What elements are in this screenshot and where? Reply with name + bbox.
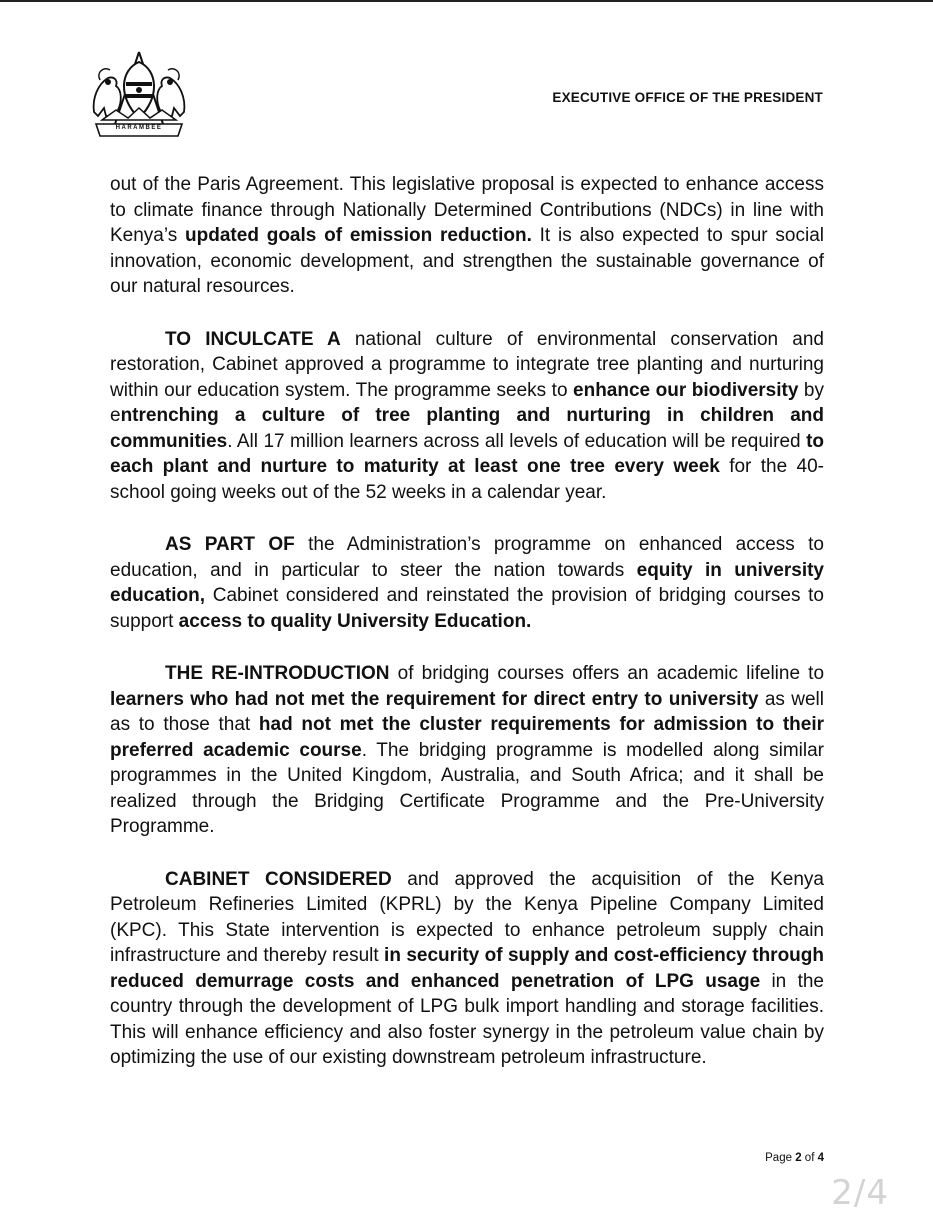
bold-text: access to quality University Education. (178, 610, 532, 632)
text-run: as well as to those that (110, 688, 824, 735)
bold-text: enhance our biodiversity (573, 379, 799, 401)
bold-text: in security of supply and cost-efficiency through reduced demurrage costs and enhanced penetration of LPG usage (110, 945, 824, 992)
text-run: the Administration’s programme on enhanced access to education, and in particular to steer the nation towards (110, 534, 824, 581)
paragraph (110, 532, 824, 634)
bold-text: THE RE-INTRODUCTION (165, 663, 390, 684)
text-run: out of the Paris Agreement. This legislative proposal is expected to enhance access to climate finance through Nationally Determined Contributions (NDCs) in line with Kenya’s (110, 174, 824, 246)
paragraph (110, 867, 824, 1071)
coat-of-arms (86, 46, 192, 138)
text-run: of bridging courses offers an academic lifeline to (389, 663, 825, 684)
page-number (765, 1152, 824, 1164)
office-heading: EXECUTIVE OFFICE OF THE PRESIDENT (552, 90, 823, 105)
bold-text: AS PART OF (165, 534, 295, 555)
document-body (110, 172, 824, 1098)
text-run: It is also expected to spur social innovation, economic development, and strengthen the sustainable governance of our natural resources. (110, 225, 824, 297)
text-run: . The bridging programme is modelled along similar programmes in the United Kingdom, Australia, and South Africa; and it shall be realized through the Bridging Certificate Programme and the Pre-University Programme. (110, 739, 824, 837)
bold-text: equity in university education, (110, 559, 824, 606)
bold-text: learners who had not met the requirement for direct entry to university (110, 688, 759, 710)
text-run: national culture of environmental conservation and restoration, Cabinet approved a programme to integrate tree planting and nurturing within our education system. The programme seeks to (110, 328, 824, 401)
seal-motto: HARAMBEE (115, 125, 163, 131)
text-run: Cabinet considered and reinstated the provision of bridging courses to support (110, 585, 824, 632)
page-total: 4 (817, 1152, 824, 1164)
page-current: 2 (795, 1152, 802, 1164)
bold-text: to each plant and nurture to maturity at least one tree every week (110, 430, 824, 477)
bold-text: had not met the cluster requirements for admission to their preferred academic course (110, 714, 824, 761)
page-label: Page (765, 1152, 792, 1164)
top-border (0, 0, 933, 2)
paragraph (110, 172, 824, 300)
bold-text: CABINET CONSIDERED (165, 868, 392, 890)
bold-text: TO INCULCATE A (165, 328, 341, 350)
text-run: . All 17 million learners across all levels of education will be required (227, 430, 807, 452)
text-run: in the country through the development of LPG bulk import handling and storage facilities. This will enhance efficiency and also foster synergy in the petroleum value chain by optimizing the use of our existing downstream petroleum infrastructure. (110, 970, 824, 1068)
viewer-page-counter: 2/4 (831, 1173, 889, 1213)
bold-text: updated goals of emission reduction. (185, 225, 532, 246)
bold-text: ntrenching a culture of tree planting and nurturing in children and communities (110, 405, 824, 452)
paragraph (110, 661, 824, 840)
page-of: of (804, 1152, 815, 1164)
paragraph (110, 327, 824, 506)
text-run: by e (110, 379, 824, 426)
text-run: for the 40- school going weeks out of the 52 weeks in a calendar year. (110, 456, 824, 503)
text-run: and approved the acquisition of the Kenya Petroleum Refineries Limited (KPRL) by the Kenya Pipeline Company Limited (KPC). This State intervention is expected to enhance petroleum supply chain infrastructure and thereby result (110, 868, 824, 966)
